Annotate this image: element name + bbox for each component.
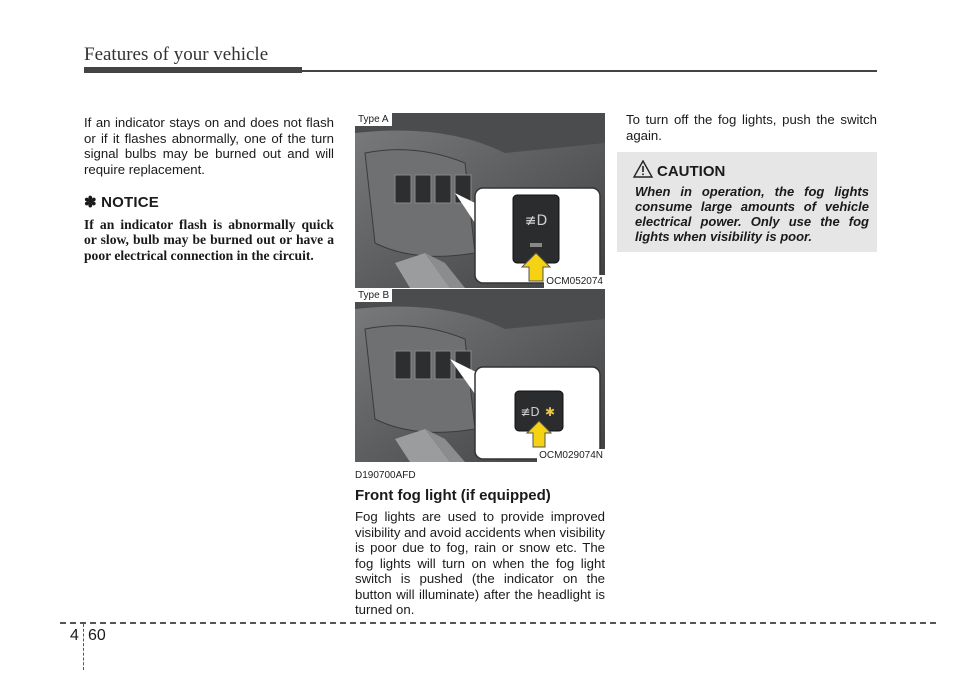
turn-off-paragraph: To turn off the fog lights, push the switch again. — [626, 112, 877, 143]
caution-body: When in operation, the fog lights consume large amounts of vehicle electrical power. Only use the fog lights when visibility is poor. — [635, 184, 869, 244]
notice-body: If an indicator flash is abnormally quick or slow, bulb may be burned out or have a poor electrical connection in the circuit. — [84, 216, 334, 263]
footer-rule — [60, 622, 936, 624]
svg-text:✱: ✱ — [544, 405, 556, 419]
dashboard-switch-illustration-b — [355, 289, 605, 462]
figure-b-code: OCM029074N — [539, 450, 603, 461]
dashboard-switch-illustration-a — [355, 113, 605, 288]
page-header-title: Features of your vehicle — [84, 44, 269, 65]
column-right — [626, 112, 877, 143]
header-rule-thin — [302, 70, 877, 72]
caution-box — [617, 152, 877, 252]
svg-text:≢D: ≢D — [520, 405, 540, 419]
figure-b-label: Type B — [355, 289, 392, 302]
column-middle — [355, 468, 605, 618]
notice-title: ✽ NOTICE — [84, 194, 160, 211]
fog-light-paragraph: Fog lights are used to provide improved visibility and avoid accidents when visibility is poor due to fog, rain or snow etc. The fog lights will turn on when the fog light switch is pushed (the indicator on the button will illuminate) after the headlight is turned on. — [355, 509, 605, 617]
svg-text:≢D: ≢D — [524, 213, 548, 229]
section-code: D190700AFD — [355, 470, 416, 481]
page-number: 60 — [88, 627, 106, 644]
indicator-paragraph: If an indicator stays on and does not flash or if it flashes abnormally, one of the turn signal bulbs may be burned out and will require replacement. — [84, 115, 334, 177]
chapter-number: 4 — [70, 627, 79, 644]
header-rule-thick — [84, 67, 302, 73]
footer-divider — [83, 624, 84, 670]
caution-title: CAUTION — [657, 163, 726, 180]
warning-triangle-icon — [633, 160, 653, 178]
figure-type-a — [355, 113, 605, 288]
section-title: Front fog light (if equipped) — [355, 486, 551, 504]
figure-type-b — [355, 289, 605, 462]
figure-a-label: Type A — [355, 113, 392, 126]
figure-a-code: OCM052074 — [546, 276, 603, 287]
column-left — [84, 115, 334, 263]
